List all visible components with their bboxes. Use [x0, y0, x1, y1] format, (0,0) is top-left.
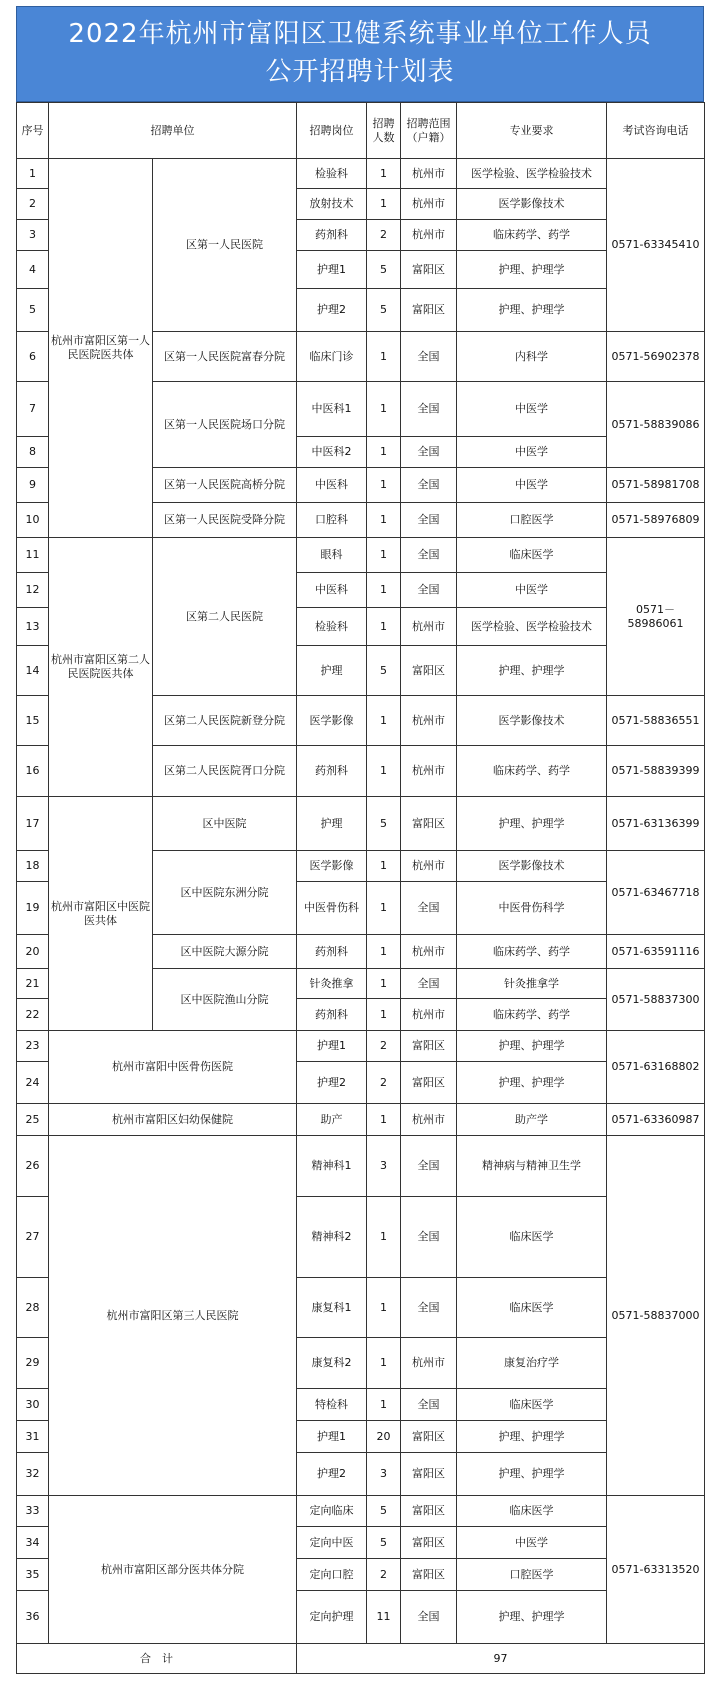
header-unit: 招聘单位 — [49, 103, 297, 159]
row-post: 护理 — [297, 797, 367, 851]
phone: 0571-63168802 — [607, 1031, 705, 1104]
sub-unit: 区第一人民医院受降分院 — [153, 503, 297, 538]
row-no: 18 — [17, 851, 49, 882]
sub-unit: 区第一人民医院高桥分院 — [153, 468, 297, 503]
row-count: 1 — [367, 999, 401, 1031]
row-major: 护理、护理学 — [457, 1453, 607, 1496]
phone: 0571-58837000 — [607, 1136, 705, 1496]
row-post: 护理1 — [297, 1421, 367, 1453]
phone: 0571-58981708 — [607, 468, 705, 503]
row-post: 放射技术 — [297, 189, 367, 220]
row-count: 5 — [367, 797, 401, 851]
row-scope: 全国 — [401, 503, 457, 538]
row-count: 1 — [367, 189, 401, 220]
row-count: 2 — [367, 1031, 401, 1062]
row-count: 1 — [367, 1104, 401, 1136]
sub-unit: 区中医院渔山分院 — [153, 969, 297, 1031]
row-no: 28 — [17, 1278, 49, 1338]
row-major: 口腔医学 — [457, 1559, 607, 1591]
row-post: 中医科 — [297, 573, 367, 608]
group-unit: 杭州市富阳区部分医共体分院 — [49, 1496, 297, 1644]
row-no: 5 — [17, 289, 49, 332]
row-major: 护理、护理学 — [457, 646, 607, 696]
row-scope: 全国 — [401, 969, 457, 999]
row-post: 药剂科 — [297, 935, 367, 969]
row-no: 36 — [17, 1591, 49, 1644]
row-major: 临床医学 — [457, 538, 607, 573]
row-scope: 杭州市 — [401, 1338, 457, 1389]
row-no: 4 — [17, 251, 49, 289]
table-row — [17, 159, 705, 189]
header-post: 招聘岗位 — [297, 103, 367, 159]
row-no: 14 — [17, 646, 49, 696]
row-major: 中医学 — [457, 468, 607, 503]
row-major: 医学影像技术 — [457, 851, 607, 882]
row-post: 中医科 — [297, 468, 367, 503]
row-post: 中医科1 — [297, 382, 367, 437]
row-major: 临床药学、药学 — [457, 746, 607, 797]
phone: 0571-58839399 — [607, 746, 705, 797]
row-scope: 富阳区 — [401, 289, 457, 332]
row-count: 2 — [367, 1559, 401, 1591]
phone: 0571-58837300 — [607, 969, 705, 1031]
row-major: 中医骨伤科学 — [457, 882, 607, 935]
row-no: 26 — [17, 1136, 49, 1197]
row-count: 1 — [367, 969, 401, 999]
row-no: 1 — [17, 159, 49, 189]
row-no: 21 — [17, 969, 49, 999]
row-post: 护理2 — [297, 289, 367, 332]
row-count: 1 — [367, 503, 401, 538]
row-no: 11 — [17, 538, 49, 573]
row-major: 护理、护理学 — [457, 1031, 607, 1062]
row-post: 护理2 — [297, 1453, 367, 1496]
row-no: 22 — [17, 999, 49, 1031]
row-post: 助产 — [297, 1104, 367, 1136]
row-scope: 富阳区 — [401, 1062, 457, 1104]
row-count: 3 — [367, 1136, 401, 1197]
row-count: 2 — [367, 1062, 401, 1104]
row-major: 医学检验、医学检验技术 — [457, 159, 607, 189]
row-no: 20 — [17, 935, 49, 969]
sub-unit: 区第一人民医院 — [153, 159, 297, 332]
row-no: 9 — [17, 468, 49, 503]
row-post: 眼科 — [297, 538, 367, 573]
header-phone: 考试咨询电话 — [607, 103, 705, 159]
header-count: 招聘人数 — [367, 103, 401, 159]
row-no: 19 — [17, 882, 49, 935]
row-scope: 全国 — [401, 538, 457, 573]
row-no: 30 — [17, 1389, 49, 1421]
row-major: 医学影像技术 — [457, 696, 607, 746]
phone: 0571-63313520 — [607, 1496, 705, 1644]
row-post: 护理2 — [297, 1062, 367, 1104]
header-row — [17, 103, 705, 159]
row-post: 药剂科 — [297, 746, 367, 797]
group-unit: 杭州市富阳区中医院医共体 — [49, 797, 153, 1031]
phone: 0571-63360987 — [607, 1104, 705, 1136]
row-post: 中医骨伤科 — [297, 882, 367, 935]
row-count: 5 — [367, 646, 401, 696]
row-no: 27 — [17, 1197, 49, 1278]
row-scope: 全国 — [401, 437, 457, 468]
row-post: 护理1 — [297, 251, 367, 289]
row-scope: 杭州市 — [401, 189, 457, 220]
row-post: 定向口腔 — [297, 1559, 367, 1591]
row-scope: 富阳区 — [401, 251, 457, 289]
row-scope: 富阳区 — [401, 797, 457, 851]
row-scope: 杭州市 — [401, 999, 457, 1031]
row-post: 定向护理 — [297, 1591, 367, 1644]
row-scope: 全国 — [401, 573, 457, 608]
row-no: 2 — [17, 189, 49, 220]
row-count: 5 — [367, 1496, 401, 1527]
row-scope: 全国 — [401, 1389, 457, 1421]
row-scope: 全国 — [401, 332, 457, 382]
row-major: 针灸推拿学 — [457, 969, 607, 999]
group-unit: 杭州市富阳区第一人民医院医共体 — [49, 159, 153, 538]
row-major: 护理、护理学 — [457, 1591, 607, 1644]
row-post: 精神科2 — [297, 1197, 367, 1278]
row-scope: 杭州市 — [401, 159, 457, 189]
row-scope: 全国 — [401, 382, 457, 437]
row-count: 1 — [367, 1389, 401, 1421]
sub-unit: 区中医院东洲分院 — [153, 851, 297, 935]
row-no: 17 — [17, 797, 49, 851]
row-major: 医学影像技术 — [457, 189, 607, 220]
row-post: 医学影像 — [297, 851, 367, 882]
row-scope: 全国 — [401, 1197, 457, 1278]
row-count: 1 — [367, 332, 401, 382]
sub-unit: 区中医院大源分院 — [153, 935, 297, 969]
table-row — [17, 1136, 705, 1197]
row-scope: 富阳区 — [401, 1496, 457, 1527]
row-post: 特检科 — [297, 1389, 367, 1421]
recruitment-plan-sheet — [16, 6, 704, 1674]
row-major: 临床药学、药学 — [457, 220, 607, 251]
row-major: 临床医学 — [457, 1278, 607, 1338]
row-scope: 全国 — [401, 468, 457, 503]
sub-unit: 区第二人民医院胥口分院 — [153, 746, 297, 797]
table-row — [17, 538, 705, 573]
row-scope: 富阳区 — [401, 646, 457, 696]
phone: 0571－58986061 — [607, 538, 705, 696]
row-post: 临床门诊 — [297, 332, 367, 382]
row-no: 16 — [17, 746, 49, 797]
phone: 0571-63345410 — [607, 159, 705, 332]
row-post: 康复科1 — [297, 1278, 367, 1338]
row-count: 1 — [367, 159, 401, 189]
row-no: 32 — [17, 1453, 49, 1496]
row-scope: 全国 — [401, 1591, 457, 1644]
row-major: 护理、护理学 — [457, 1421, 607, 1453]
row-scope: 全国 — [401, 1136, 457, 1197]
row-major: 临床医学 — [457, 1197, 607, 1278]
row-count: 1 — [367, 1197, 401, 1278]
row-no: 34 — [17, 1527, 49, 1559]
total-row — [17, 1644, 705, 1674]
sub-unit: 区第一人民医院场口分院 — [153, 382, 297, 468]
sub-unit: 区中医院 — [153, 797, 297, 851]
row-count: 2 — [367, 220, 401, 251]
row-major: 临床药学、药学 — [457, 935, 607, 969]
row-count: 1 — [367, 696, 401, 746]
row-scope: 杭州市 — [401, 935, 457, 969]
row-post: 检验科 — [297, 159, 367, 189]
row-post: 精神科1 — [297, 1136, 367, 1197]
row-major: 临床药学、药学 — [457, 999, 607, 1031]
row-scope: 杭州市 — [401, 851, 457, 882]
row-no: 23 — [17, 1031, 49, 1062]
row-count: 1 — [367, 935, 401, 969]
row-major: 临床医学 — [457, 1389, 607, 1421]
row-count: 1 — [367, 1338, 401, 1389]
group-unit: 杭州市富阳中医骨伤医院 — [49, 1031, 297, 1104]
row-no: 25 — [17, 1104, 49, 1136]
row-count: 1 — [367, 437, 401, 468]
row-count: 5 — [367, 289, 401, 332]
table-row — [17, 797, 705, 851]
group-unit: 杭州市富阳区第三人民医院 — [49, 1136, 297, 1496]
row-no: 35 — [17, 1559, 49, 1591]
row-post: 护理 — [297, 646, 367, 696]
row-scope: 杭州市 — [401, 220, 457, 251]
row-scope: 全国 — [401, 1278, 457, 1338]
header-scope: 招聘范围（户籍） — [401, 103, 457, 159]
phone: 0571-58836551 — [607, 696, 705, 746]
row-no: 24 — [17, 1062, 49, 1104]
row-scope: 全国 — [401, 882, 457, 935]
row-count: 1 — [367, 851, 401, 882]
row-major: 护理、护理学 — [457, 251, 607, 289]
phone: 0571-56902378 — [607, 332, 705, 382]
row-count: 1 — [367, 468, 401, 503]
row-major: 护理、护理学 — [457, 797, 607, 851]
row-post: 针灸推拿 — [297, 969, 367, 999]
row-no: 31 — [17, 1421, 49, 1453]
row-post: 中医科2 — [297, 437, 367, 468]
row-no: 3 — [17, 220, 49, 251]
phone: 0571-58839086 — [607, 382, 705, 468]
row-post: 护理1 — [297, 1031, 367, 1062]
row-count: 3 — [367, 1453, 401, 1496]
row-post: 医学影像 — [297, 696, 367, 746]
row-scope: 杭州市 — [401, 1104, 457, 1136]
row-scope: 杭州市 — [401, 608, 457, 646]
row-major: 中医学 — [457, 382, 607, 437]
row-post: 药剂科 — [297, 999, 367, 1031]
row-scope: 富阳区 — [401, 1031, 457, 1062]
row-count: 20 — [367, 1421, 401, 1453]
title-line-2: 公开招聘计划表 — [265, 57, 455, 87]
header-major: 专业要求 — [457, 103, 607, 159]
title-line-1: 2022年杭州市富阳区卫健系统事业单位工作人员 — [68, 19, 652, 49]
row-post: 口腔科 — [297, 503, 367, 538]
total-label: 合 计 — [17, 1644, 297, 1674]
table-row — [17, 1104, 705, 1136]
row-count: 11 — [367, 1591, 401, 1644]
header-no: 序号 — [17, 103, 49, 159]
row-count: 1 — [367, 1278, 401, 1338]
row-major: 中医学 — [457, 1527, 607, 1559]
row-major: 护理、护理学 — [457, 289, 607, 332]
row-count: 5 — [367, 1527, 401, 1559]
row-major: 康复治疗学 — [457, 1338, 607, 1389]
row-no: 33 — [17, 1496, 49, 1527]
row-scope: 富阳区 — [401, 1421, 457, 1453]
total-value: 97 — [297, 1644, 705, 1674]
row-post: 定向中医 — [297, 1527, 367, 1559]
row-scope: 杭州市 — [401, 746, 457, 797]
row-count: 5 — [367, 251, 401, 289]
row-major: 内科学 — [457, 332, 607, 382]
row-no: 6 — [17, 332, 49, 382]
row-major: 中医学 — [457, 437, 607, 468]
row-no: 13 — [17, 608, 49, 646]
phone: 0571-58976809 — [607, 503, 705, 538]
group-unit: 杭州市富阳区妇幼保健院 — [49, 1104, 297, 1136]
table-row — [17, 1031, 705, 1062]
page-title — [16, 6, 704, 102]
sub-unit: 区第一人民医院富春分院 — [153, 332, 297, 382]
row-no: 10 — [17, 503, 49, 538]
row-count: 1 — [367, 538, 401, 573]
row-major: 精神病与精神卫生学 — [457, 1136, 607, 1197]
row-post: 定向临床 — [297, 1496, 367, 1527]
row-count: 1 — [367, 746, 401, 797]
row-count: 1 — [367, 882, 401, 935]
row-major: 临床医学 — [457, 1496, 607, 1527]
row-scope: 富阳区 — [401, 1527, 457, 1559]
row-post: 康复科2 — [297, 1338, 367, 1389]
phone: 0571-63591116 — [607, 935, 705, 969]
phone: 0571-63467718 — [607, 851, 705, 935]
recruitment-table — [16, 102, 705, 1674]
row-major: 医学检验、医学检验技术 — [457, 608, 607, 646]
row-count: 1 — [367, 608, 401, 646]
row-major: 口腔医学 — [457, 503, 607, 538]
sub-unit: 区第二人民医院新登分院 — [153, 696, 297, 746]
row-major: 中医学 — [457, 573, 607, 608]
row-no: 15 — [17, 696, 49, 746]
row-major: 护理、护理学 — [457, 1062, 607, 1104]
row-no: 12 — [17, 573, 49, 608]
row-scope: 杭州市 — [401, 696, 457, 746]
row-major: 助产学 — [457, 1104, 607, 1136]
row-count: 1 — [367, 573, 401, 608]
group-unit: 杭州市富阳区第二人民医院医共体 — [49, 538, 153, 797]
row-no: 29 — [17, 1338, 49, 1389]
row-scope: 富阳区 — [401, 1559, 457, 1591]
row-no: 8 — [17, 437, 49, 468]
sub-unit: 区第二人民医院 — [153, 538, 297, 696]
table-row — [17, 1496, 705, 1527]
row-post: 药剂科 — [297, 220, 367, 251]
row-scope: 富阳区 — [401, 1453, 457, 1496]
row-count: 1 — [367, 382, 401, 437]
row-post: 检验科 — [297, 608, 367, 646]
row-no: 7 — [17, 382, 49, 437]
phone: 0571-63136399 — [607, 797, 705, 851]
